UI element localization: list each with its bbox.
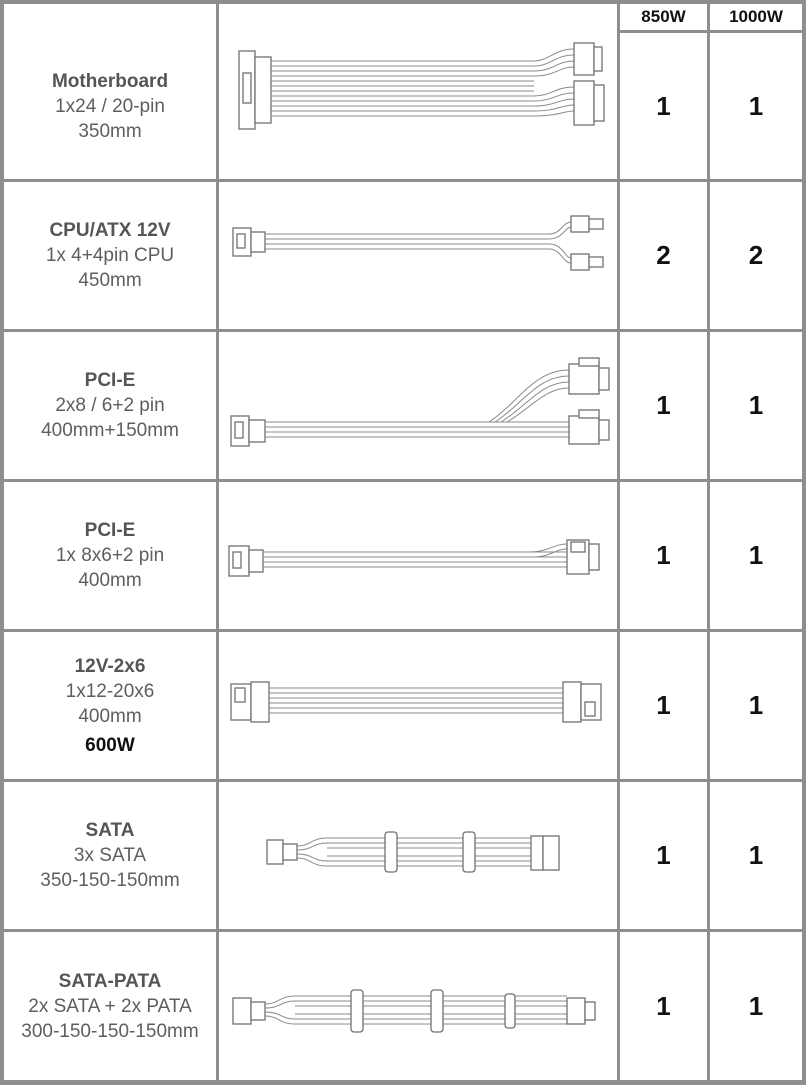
table-border-bottom [0, 1080, 806, 1085]
cable-name: 12V-2x6 [74, 655, 146, 677]
cable-length: 350mm [78, 120, 142, 142]
cable-length: 350-150-150mm [40, 870, 180, 891]
cable-name: PCI-E [84, 370, 136, 391]
row-description-pcie-single [4, 482, 216, 629]
cable-spec: 1x 8x6+2 pin [55, 545, 165, 566]
cable-name: SATA-PATA [58, 970, 162, 992]
column-header-850w: 850W [641, 7, 686, 26]
quantity-1000w: 1 [748, 690, 764, 720]
cable-length: 400mm [78, 570, 142, 591]
sata-pata-cable-icon [219, 932, 617, 1080]
cable-length: 450mm [78, 270, 142, 291]
quantity-850w: 2 [656, 240, 671, 270]
cable-name: SATA [85, 820, 135, 841]
cable-spec: 3x SATA [73, 845, 147, 866]
quantity-1000w: 1 [748, 990, 764, 1021]
quantity-1000w: 2 [748, 240, 764, 270]
quantity-850w: 1 [656, 540, 671, 570]
cable-length: 300-150-150-150mm [21, 1020, 199, 1042]
row-description-motherboard [4, 33, 216, 179]
pcie-dual-cable-icon [219, 332, 617, 479]
sata-cable-icon [219, 782, 617, 929]
column-header-1000w: 1000W [729, 7, 783, 26]
pcie-single-cable-icon [219, 482, 617, 629]
row-description-pcie-dual [4, 332, 216, 479]
atx-24pin-cable-icon [219, 33, 617, 179]
quantity-1000w: 1 [748, 390, 764, 420]
cable-name: Motherboard [51, 70, 169, 92]
quantity-850w: 1 [656, 90, 671, 121]
quantity-1000w: 1 [748, 540, 764, 570]
row-description-12v-2x6 [4, 632, 216, 779]
quantity-850w: 1 [656, 690, 671, 720]
row-description-sata-pata [4, 932, 216, 1080]
quantity-850w: 1 [656, 840, 671, 870]
12v-2x6-cable-icon [219, 632, 617, 779]
cable-spec: 1x24 / 20-pin [55, 95, 165, 117]
power-rating: 600W [85, 734, 135, 756]
cable-spec: 1x12-20x6 [65, 680, 155, 702]
row-description-cpu [4, 182, 216, 329]
cable-name: CPU/ATX 12V [49, 220, 171, 241]
quantity-1000w: 1 [748, 90, 764, 121]
row-description-sata [4, 782, 216, 929]
cable-length: 400mm [78, 705, 142, 727]
cable-length: 400mm+150mm [41, 420, 179, 441]
quantity-850w: 1 [656, 990, 671, 1021]
cable-spec: 2x8 / 6+2 pin [55, 395, 165, 416]
cable-spec: 1x 4+4pin CPU [45, 245, 175, 266]
cable-spec: 2x SATA + 2x PATA [28, 995, 192, 1017]
table-border-right [802, 0, 806, 1085]
quantity-850w: 1 [656, 390, 671, 420]
quantity-1000w: 1 [748, 840, 764, 870]
cpu-4plus4-cable-icon [219, 182, 617, 329]
cable-name: PCI-E [84, 520, 136, 541]
